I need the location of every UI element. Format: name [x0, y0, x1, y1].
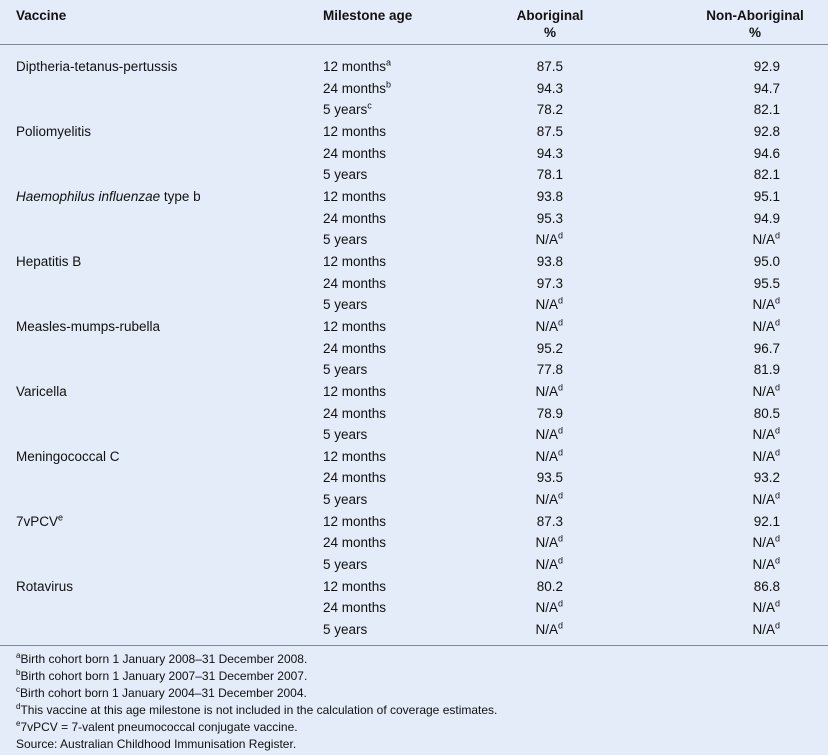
non-aboriginal-cell [752, 446, 780, 468]
milestone-age: 24 months [323, 535, 387, 551]
non-aboriginal-value: 86.8 [753, 578, 780, 594]
vaccine-cell [16, 186, 201, 208]
aboriginal-value: 87.5 [536, 59, 563, 74]
aboriginal-value: N/A [535, 492, 558, 508]
milestone-age: 24 months [323, 275, 387, 291]
footnote-line [0, 719, 828, 736]
footnote-marker: d [774, 230, 780, 241]
non-aboriginal-value: 92.1 [753, 513, 780, 529]
footnote-text: Birth cohort born 1 January 2007–31 December 2007. [20, 669, 308, 683]
milestone-age-cell [323, 576, 386, 598]
non-aboriginal-value: 92.8 [753, 123, 780, 139]
vaccine-name-suffix: type b [160, 188, 201, 204]
non-aboriginal-value: 94.9 [753, 210, 780, 226]
vaccine-cell [16, 511, 63, 533]
non-aboriginal-value: N/A [752, 600, 775, 616]
aboriginal-value: 78.2 [536, 102, 563, 118]
table-header [0, 0, 828, 45]
footnote-marker: c [367, 100, 372, 111]
aboriginal-value: N/A [535, 535, 558, 551]
aboriginal-cell [535, 619, 563, 641]
milestone-age-cell [323, 381, 386, 403]
aboriginal-value: 77.8 [536, 362, 563, 378]
vaccine-name: Measles-mumps-rubella [16, 318, 161, 334]
milestone-age: 12 months [323, 318, 387, 334]
aboriginal-value: N/A [535, 622, 558, 638]
milestone-age-cell [323, 532, 386, 554]
milestone-age: 5 years [323, 167, 368, 183]
non-aboriginal-cell [754, 338, 780, 360]
aboriginal-value: 87.5 [536, 123, 563, 139]
vaccine-cell [16, 56, 177, 78]
aboriginal-cell [537, 338, 563, 360]
aboriginal-value: 95.3 [536, 210, 563, 226]
table-row [0, 403, 828, 425]
non-aboriginal-cell [752, 381, 780, 403]
table-footnotes [0, 645, 828, 753]
aboriginal-cell [535, 597, 563, 619]
footnote-marker: d [774, 555, 780, 566]
non-aboriginal-cell [752, 532, 780, 554]
footnote-marker: d [774, 382, 780, 393]
vaccine-name: Hepatitis B [16, 253, 82, 269]
aboriginal-value: 78.1 [536, 167, 563, 183]
aboriginal-value: N/A [535, 318, 558, 334]
milestone-age-cell [323, 511, 386, 533]
footnote-marker: b [16, 668, 21, 677]
milestone-age: 12 months [323, 188, 387, 204]
table-row [0, 251, 828, 273]
vaccine-name: 7vPCV [16, 513, 59, 529]
header-non-aboriginal-label: Non-Aboriginal [706, 8, 804, 23]
aboriginal-cell [535, 446, 563, 468]
milestone-age-cell [323, 619, 367, 641]
footnote-marker: d [557, 598, 563, 609]
footnote-text: Birth cohort born 1 January 2008–31 December 2008. [20, 652, 308, 666]
footnote-marker: a [386, 57, 392, 68]
non-aboriginal-value: N/A [752, 318, 775, 334]
non-aboriginal-cell [754, 143, 780, 165]
milestone-age-cell [323, 143, 386, 165]
aboriginal-value: 93.8 [536, 188, 563, 204]
milestone-age-cell [323, 99, 372, 121]
aboriginal-value: N/A [535, 448, 558, 464]
vaccine-name: Haemophilus influenzae [16, 188, 161, 204]
footnote-line [0, 736, 828, 753]
non-aboriginal-value: 81.9 [753, 362, 780, 378]
footnote-text: Source: Australian Childhood Immunisation Register. [16, 737, 297, 751]
footnote-marker: d [557, 230, 563, 241]
milestone-age-cell [323, 316, 386, 338]
milestone-age-cell [323, 294, 367, 316]
non-aboriginal-value: 95.1 [753, 188, 780, 204]
footnote-marker: d [557, 295, 563, 306]
milestone-age: 12 months [323, 513, 387, 529]
aboriginal-value: 93.5 [536, 470, 563, 486]
vaccine-name: Rotavirus [16, 578, 74, 594]
non-aboriginal-cell [752, 597, 780, 619]
milestone-age-cell [323, 56, 391, 78]
non-aboriginal-value: 93.2 [753, 470, 780, 486]
footnote-marker: d [557, 533, 563, 544]
header-non-aboriginal-unit: % [748, 25, 761, 40]
non-aboriginal-cell [752, 229, 780, 251]
milestone-age: 5 years [323, 297, 368, 313]
non-aboriginal-value: 95.5 [753, 275, 780, 291]
non-aboriginal-value: 80.5 [753, 405, 780, 421]
table-row [0, 467, 828, 489]
milestone-age: 5 years [323, 492, 368, 508]
aboriginal-cell [535, 554, 563, 576]
footnote-marker: d [557, 447, 563, 458]
table-row [0, 359, 828, 381]
aboriginal-cell [537, 251, 563, 273]
non-aboriginal-value: N/A [752, 492, 775, 508]
table-row [0, 619, 828, 641]
non-aboriginal-cell [754, 576, 780, 598]
aboriginal-cell [537, 164, 563, 186]
aboriginal-cell [537, 56, 563, 78]
milestone-age-cell [323, 403, 386, 425]
non-aboriginal-cell [754, 208, 780, 230]
non-aboriginal-value: N/A [752, 232, 775, 248]
milestone-age-cell [323, 229, 367, 251]
aboriginal-cell [537, 186, 563, 208]
table-row [0, 99, 828, 121]
milestone-age: 12 months [323, 383, 387, 399]
milestone-age: 5 years [323, 622, 368, 638]
milestone-age: 5 years [323, 427, 368, 443]
header-non-aboriginal [700, 7, 810, 41]
non-aboriginal-value: N/A [752, 448, 775, 464]
table-row [0, 316, 828, 338]
milestone-age-cell [323, 424, 367, 446]
footnote-line [0, 651, 828, 668]
footnote-marker: e [16, 719, 21, 728]
table-row [0, 424, 828, 446]
aboriginal-cell [537, 99, 563, 121]
vaccine-cell [16, 251, 81, 273]
header-vaccine: Vaccine [16, 8, 67, 23]
table-row [0, 208, 828, 230]
non-aboriginal-value: 96.7 [753, 340, 780, 356]
table-row [0, 554, 828, 576]
milestone-age: 5 years [323, 232, 368, 248]
vaccine-cell [16, 446, 120, 468]
milestone-age-cell [323, 359, 367, 381]
footnote-marker: d [557, 555, 563, 566]
non-aboriginal-value: N/A [752, 622, 775, 638]
footnote-marker: d [557, 620, 563, 631]
non-aboriginal-cell [754, 78, 780, 100]
milestone-age: 24 months [323, 210, 387, 226]
footnote-marker: d [774, 447, 780, 458]
header-aboriginal-unit: % [543, 25, 556, 40]
table-row [0, 143, 828, 165]
milestone-age: 5 years [323, 102, 368, 118]
footnote-marker: d [557, 490, 563, 501]
milestone-age-cell [323, 338, 386, 360]
table-row [0, 229, 828, 251]
non-aboriginal-value: 82.1 [753, 167, 780, 183]
aboriginal-value: 93.8 [536, 253, 563, 269]
non-aboriginal-cell [754, 403, 780, 425]
table-row [0, 164, 828, 186]
table-row [0, 273, 828, 295]
non-aboriginal-cell [752, 294, 780, 316]
aboriginal-value: 97.3 [536, 275, 563, 291]
non-aboriginal-cell [754, 251, 780, 273]
milestone-age-cell [323, 251, 386, 273]
aboriginal-cell [537, 121, 563, 143]
aboriginal-cell [537, 576, 563, 598]
vaccine-name: Poliomyelitis [16, 123, 92, 139]
footnote-marker: d [774, 620, 780, 631]
aboriginal-cell [535, 489, 563, 511]
aboriginal-value: 80.2 [536, 578, 563, 594]
header-milestone-age: Milestone age [323, 8, 413, 23]
footnote-marker: a [16, 651, 21, 660]
milestone-age-cell [323, 273, 386, 295]
aboriginal-cell [537, 511, 563, 533]
milestone-age-cell [323, 121, 386, 143]
aboriginal-cell [537, 467, 563, 489]
header-aboriginal [500, 7, 600, 41]
vaccine-cell [16, 121, 91, 143]
aboriginal-value: N/A [535, 232, 558, 248]
aboriginal-value: N/A [535, 297, 558, 313]
non-aboriginal-cell [754, 511, 780, 533]
non-aboriginal-value: N/A [752, 535, 775, 551]
milestone-age: 12 months [323, 59, 387, 74]
vaccine-cell [16, 381, 67, 403]
vaccine-name: Diptheria-tetanus-pertussis [16, 59, 178, 74]
milestone-age-cell [323, 554, 367, 576]
footnote-marker: d [557, 317, 563, 328]
footnote-marker: d [557, 425, 563, 436]
milestone-age-cell [323, 467, 386, 489]
milestone-age-cell [323, 78, 391, 100]
table-body [0, 56, 828, 641]
aboriginal-value: N/A [535, 557, 558, 573]
milestone-age: 24 months [323, 600, 387, 616]
table-row [0, 597, 828, 619]
footnote-marker: d [16, 702, 21, 711]
aboriginal-cell [537, 273, 563, 295]
table-row [0, 186, 828, 208]
milestone-age-cell [323, 446, 386, 468]
non-aboriginal-cell [752, 619, 780, 641]
non-aboriginal-cell [754, 99, 780, 121]
vaccine-cell [16, 316, 160, 338]
aboriginal-cell [537, 359, 563, 381]
non-aboriginal-cell [754, 273, 780, 295]
milestone-age-cell [323, 208, 386, 230]
aboriginal-cell [535, 381, 563, 403]
table-row [0, 121, 828, 143]
aboriginal-value: 78.9 [536, 405, 563, 421]
non-aboriginal-value: 94.6 [753, 145, 780, 161]
milestone-age-cell [323, 489, 367, 511]
non-aboriginal-cell [754, 56, 780, 78]
table-row [0, 489, 828, 511]
aboriginal-value: N/A [535, 383, 558, 399]
footnote-marker: d [557, 382, 563, 393]
table-row [0, 381, 828, 403]
non-aboriginal-value: 95.0 [753, 253, 780, 269]
footnote-line [0, 668, 828, 685]
footnote-marker: d [774, 295, 780, 306]
milestone-age: 24 months [323, 340, 387, 356]
aboriginal-value: 87.3 [536, 513, 563, 529]
table-row [0, 294, 828, 316]
non-aboriginal-cell [752, 554, 780, 576]
non-aboriginal-cell [754, 164, 780, 186]
aboriginal-cell [537, 78, 563, 100]
footnote-marker: d [774, 598, 780, 609]
vaccine-name: Meningococcal C [16, 448, 120, 464]
footnote-text: 7vPCV = 7-valent pneumococcal conjugate vaccine. [20, 720, 298, 734]
table-row [0, 78, 828, 100]
non-aboriginal-cell [754, 121, 780, 143]
milestone-age: 12 months [323, 123, 387, 139]
aboriginal-value: 95.2 [536, 340, 563, 356]
table-row [0, 576, 828, 598]
non-aboriginal-cell [752, 424, 780, 446]
non-aboriginal-value: N/A [752, 557, 775, 573]
non-aboriginal-cell [754, 467, 780, 489]
non-aboriginal-value: 92.9 [753, 59, 780, 74]
footnote-text: This vaccine at this age milestone is not included in the calculation of coverage estimates. [20, 703, 498, 717]
table-row [0, 511, 828, 533]
footnote-marker: c [16, 685, 20, 694]
milestone-age: 12 months [323, 578, 387, 594]
milestone-age: 24 months [323, 80, 387, 96]
milestone-age: 12 months [323, 448, 387, 464]
aboriginal-cell [535, 316, 563, 338]
aboriginal-cell [537, 403, 563, 425]
milestone-age: 5 years [323, 557, 368, 573]
aboriginal-cell [535, 229, 563, 251]
aboriginal-cell [535, 424, 563, 446]
footnote-line [0, 685, 828, 702]
non-aboriginal-value: N/A [752, 383, 775, 399]
aboriginal-cell [535, 294, 563, 316]
non-aboriginal-value: N/A [752, 427, 775, 443]
non-aboriginal-value: 94.7 [753, 80, 780, 96]
table-row [0, 338, 828, 360]
milestone-age-cell [323, 164, 367, 186]
aboriginal-cell [537, 208, 563, 230]
milestone-age: 5 years [323, 362, 368, 378]
milestone-age: 12 months [323, 253, 387, 269]
milestone-age: 24 months [323, 470, 387, 486]
non-aboriginal-cell [754, 359, 780, 381]
header-aboriginal-label: Aboriginal [516, 8, 584, 23]
aboriginal-value: 94.3 [536, 145, 563, 161]
aboriginal-cell [537, 143, 563, 165]
footnote-text: Birth cohort born 1 January 2004–31 December 2004. [20, 686, 307, 700]
milestone-age: 24 months [323, 145, 387, 161]
vaccine-name: Varicella [16, 383, 67, 399]
footnote-marker: d [774, 425, 780, 436]
milestone-age-cell [323, 186, 386, 208]
non-aboriginal-value: 82.1 [753, 102, 780, 118]
table-row [0, 56, 828, 78]
aboriginal-value: N/A [535, 427, 558, 443]
table-row [0, 532, 828, 554]
milestone-age: 24 months [323, 405, 387, 421]
footnote-marker: d [774, 317, 780, 328]
footnote-marker: d [774, 490, 780, 501]
footnote-marker: e [58, 512, 64, 523]
aboriginal-value: 94.3 [536, 80, 563, 96]
non-aboriginal-value: N/A [752, 297, 775, 313]
non-aboriginal-cell [752, 489, 780, 511]
non-aboriginal-cell [754, 186, 780, 208]
milestone-age-cell [323, 597, 386, 619]
aboriginal-value: N/A [535, 600, 558, 616]
vaccine-cell [16, 576, 73, 598]
aboriginal-cell [535, 532, 563, 554]
non-aboriginal-cell [752, 316, 780, 338]
footnote-marker: d [774, 533, 780, 544]
footnote-marker: b [386, 79, 392, 90]
footnote-line [0, 702, 828, 719]
table-row [0, 446, 828, 468]
